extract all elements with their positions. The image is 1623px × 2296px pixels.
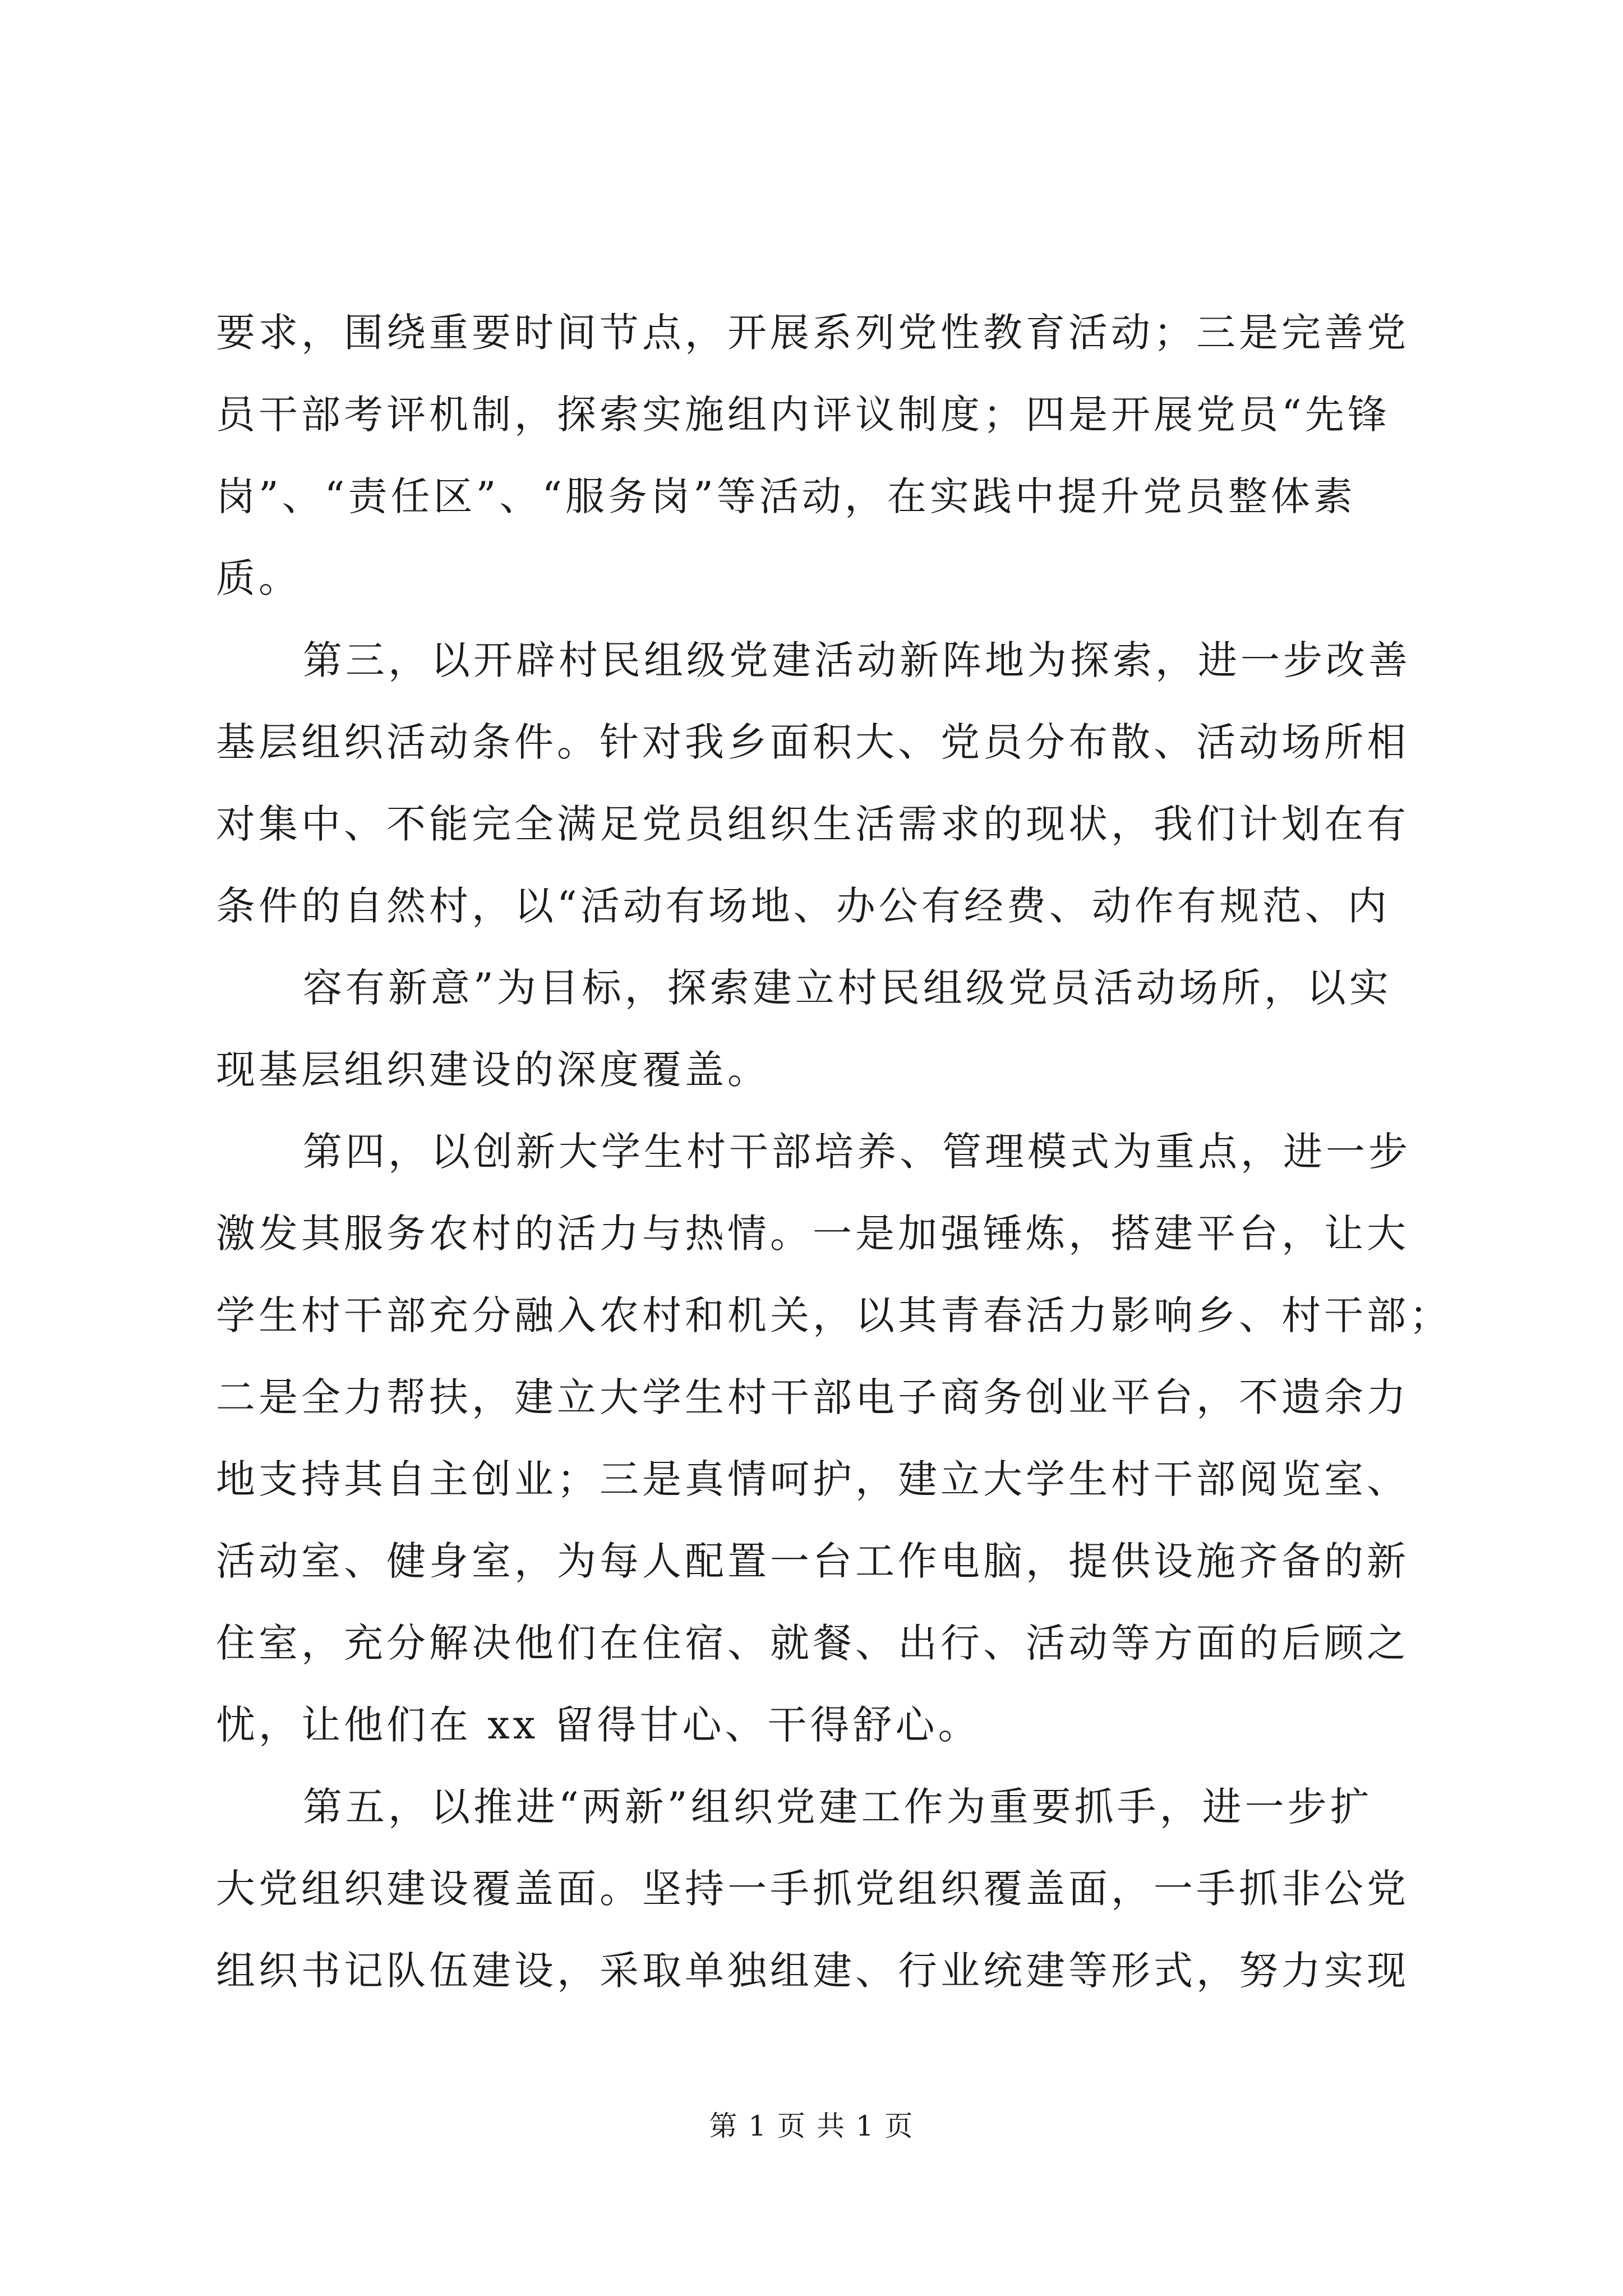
text-line: 忧，让他们在 xx 留得甘心、干得舒心。: [216, 1702, 981, 1748]
text-line: 基层组织活动条件。针对我乡面积大、党员分布散、活动场所相: [216, 719, 1409, 765]
text-line: 大党组织建设覆盖面。坚持一手抓党组织覆盖面，一手抓非公党: [216, 1866, 1409, 1912]
text-line: 岗”、“责任区”、“服务岗”等活动，在实践中提升党员整体素: [216, 473, 1356, 519]
text-line: 员干部考评机制，探索实施组内评议制度；四是开展党员“先锋: [216, 392, 1390, 438]
text-line: 地支持其自主创业；三是真情呵护，建立大学生村干部阅览室、: [216, 1456, 1409, 1502]
text-line: 活动室、健身室，为每人配置一台工作电脑，提供设施齐备的新: [216, 1538, 1409, 1584]
text-line: 组织书记队伍建设，采取单独组建、行业统建等形式，努力实现: [216, 1948, 1409, 1994]
page-footer: 第 1 页 共 1 页: [709, 2110, 914, 2142]
text-line: 容有新意”为目标，探索建立村民组级党员活动场所，以实: [303, 965, 1392, 1011]
text-line: 学生村干部充分融入农村和机关，以其青春活力影响乡、村干部；: [216, 1292, 1452, 1338]
document-body: [216, 292, 1452, 2012]
text-line: 现基层组织建设的深度覆盖。: [216, 1047, 770, 1093]
paragraph-first-line: 第三，以开辟村民组级党建活动新阵地为探索，进一步改善: [303, 637, 1411, 683]
text-line: 二是全力帮扶，建立大学生村干部电子商务创业平台，不遗余力: [216, 1374, 1409, 1420]
paragraph-first-line: 第五，以推进“两新”组织党建工作为重要抓手，进一步扩: [303, 1784, 1373, 1830]
text-line: 要求，围绕重要时间节点，开展系列党性教育活动；三是完善党: [216, 310, 1409, 356]
text-line: 质。: [216, 555, 301, 601]
text-line: 条件的自然村，以“活动有场地、办公有经费、动作有规范、内: [216, 883, 1390, 929]
text-line: 激发其服务农村的活力与热情。一是加强锤炼，搭建平台，让大: [216, 1211, 1409, 1257]
text-line: 对集中、不能完全满足党员组织生活需求的现状，我们计划在有: [216, 801, 1409, 847]
paragraph-first-line: 第四，以创新大学生村干部培养、管理模式为重点，进一步: [303, 1129, 1411, 1175]
text-line: 住室，充分解决他们在住宿、就餐、出行、活动等方面的后顾之: [216, 1620, 1409, 1666]
